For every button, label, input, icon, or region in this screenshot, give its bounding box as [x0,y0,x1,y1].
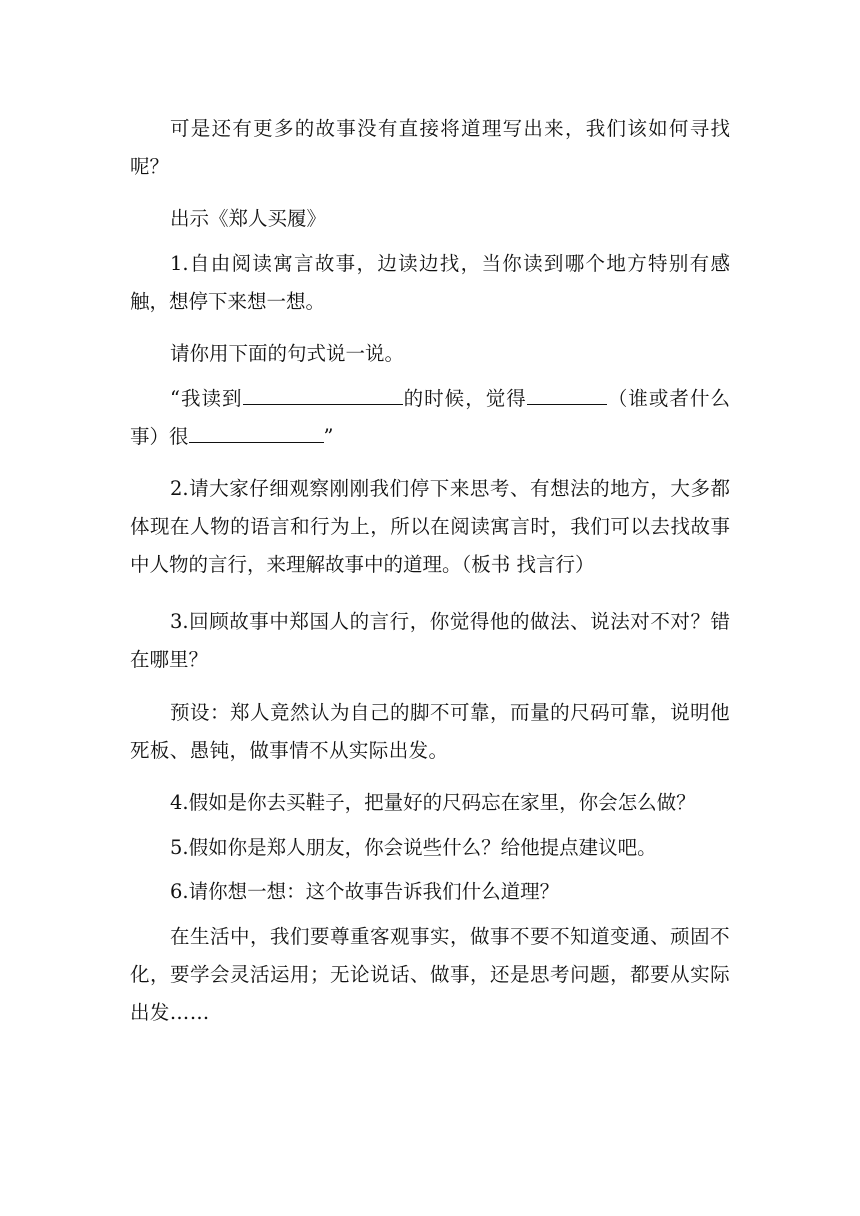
paragraph-question-intro: 可是还有更多的故事没有直接将道理写出来，我们该如何寻找呢？ [130,117,730,178]
paragraph-step-5: 5.假如你是郑人朋友，你会说些什么？给他提点建议吧。 [170,836,657,859]
fill-blank-1[interactable] [243,386,403,405]
pattern-text-3: （谁或者什么事）很 [130,387,730,448]
pattern-text-4: ” [323,425,334,448]
pattern-text-2: 的时候，觉得 [402,387,527,410]
paragraph-step-4: 4.假如是你去买鞋子，把量好的尺码忘在家里，你会怎么做？ [170,791,696,814]
paragraph-step-3: 3.回顾故事中郑国人的言行，你觉得他的做法、说法对不对？错在哪里？ [130,610,730,671]
fill-blank-3[interactable] [189,424,324,443]
paragraph-step-6: 6.请你想一想：这个故事告诉我们什么道理？ [170,880,560,903]
paragraph-preset-answer: 预设：郑人竟然认为自己的脚不可靠，而量的尺码可靠，说明他死板、愚钝，做事情不从实际出发。 [130,701,730,762]
paragraph-show-story: 出示《郑人买履》 [170,207,327,230]
paragraph-step-2: 2.请大家仔细观察刚刚我们停下来思考、有想法的地方，大多都体现在人物的语言和行为上，所以在阅读寓言时，我们可以去找故事中人物的言行，来理解故事中的道理。（板书 找言行） [130,477,730,576]
paragraph-sentence-pattern [130,380,730,456]
pattern-text-1: “我读到 [170,387,243,410]
paragraph-pattern-instruction: 请你用下面的句式说一说。 [170,342,405,365]
paragraph-conclusion: 在生活中，我们要尊重客观事实，做事不要不知道变通、顽固不化，要学会灵活运用；无论说话、做事，还是思考问题，都要从实际出发…… [130,925,730,1024]
paragraph-step-1: 1.自由阅读寓言故事，边读边找，当你读到哪个地方特别有感触，想停下来想一想。 [130,252,730,313]
fill-blank-2[interactable] [527,386,607,405]
